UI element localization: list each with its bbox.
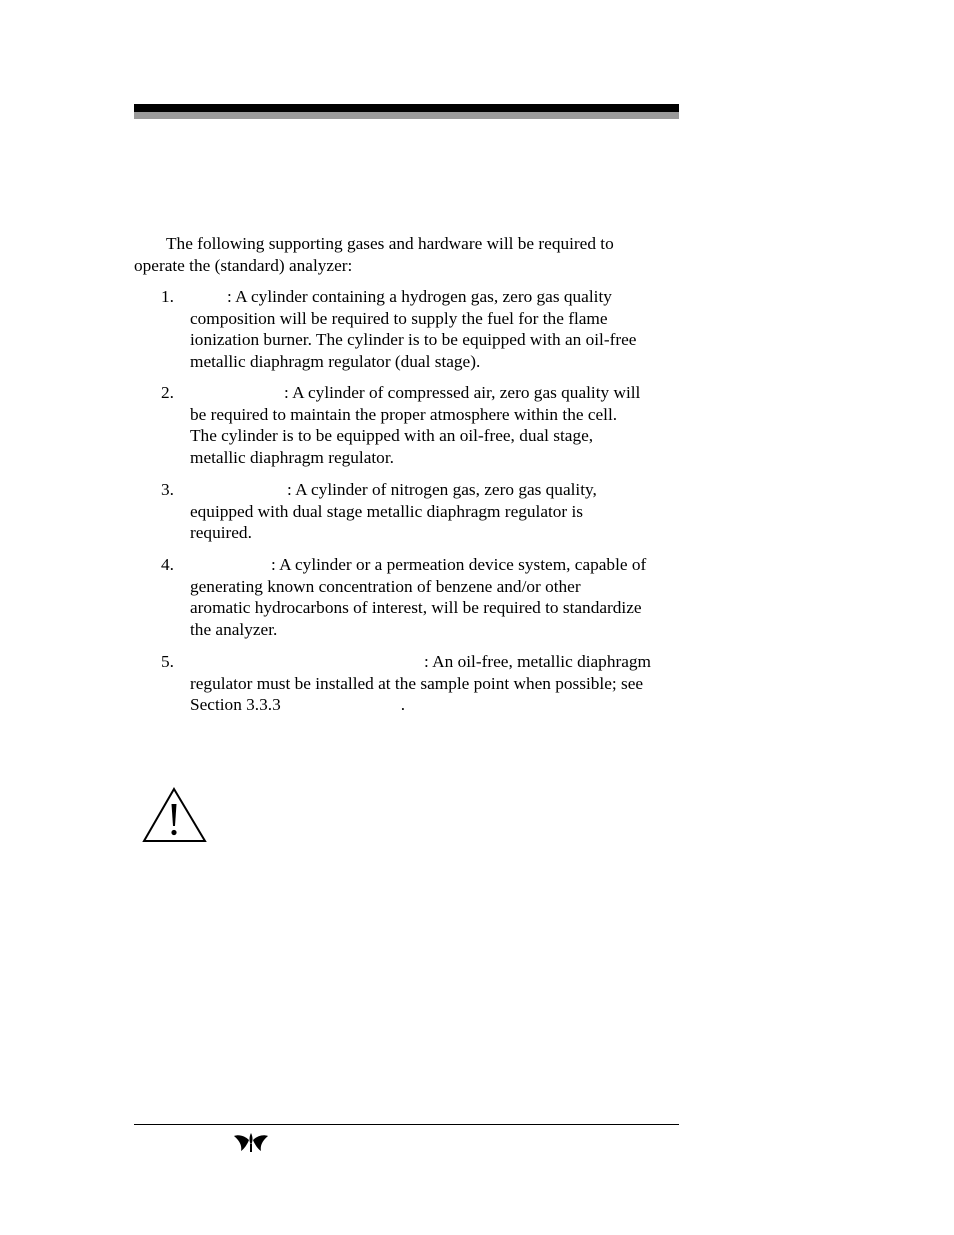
item-line: metallic diaphragm regulator. <box>190 447 394 467</box>
item-number: 4. <box>161 555 174 574</box>
item-number: 5. <box>161 652 174 671</box>
item-line: regulator must be installed at the sample point when possible; see <box>190 673 644 693</box>
item-number: 1. <box>161 287 174 306</box>
item-line: : A cylinder of nitrogen gas, zero gas quality, <box>287 480 597 499</box>
item-number: 3. <box>161 480 174 499</box>
item-line: : A cylinder containing a hydrogen gas, zero gas quality <box>227 287 612 306</box>
item-line: the analyzer. <box>190 619 278 639</box>
item-line: Section 3.3.3 <box>190 695 281 715</box>
teledyne-logo-icon <box>233 1131 269 1153</box>
item-line: . <box>400 695 406 715</box>
item-line: generating known concentration of benzene and/or other <box>190 576 581 596</box>
intro-paragraph <box>134 233 679 276</box>
header-rule-shadow <box>134 112 679 119</box>
item-line: : A cylinder or a permeation device system, capable of <box>271 555 647 574</box>
item-line: be required to maintain the proper atmosphere within the cell. <box>190 404 618 424</box>
item-line: metallic diaphragm regulator (dual stage). <box>190 351 481 371</box>
warning-triangle-icon <box>142 786 208 844</box>
item-line: required. <box>190 523 252 543</box>
item-line: The cylinder is to be equipped with an oil-free, dual stage, <box>190 426 594 446</box>
item-line: aromatic hydrocarbons of interest, will be required to standardize <box>190 598 642 618</box>
item-number: 2. <box>161 383 174 402</box>
header-rule <box>134 104 679 112</box>
item-line: : An oil-free, metallic diaphragm <box>424 652 651 671</box>
intro-line-1: The following supporting gases and hardware will be required to <box>166 234 614 253</box>
intro-line-2: operate the (standard) analyzer: <box>134 255 353 275</box>
item-line: ionization burner. The cylinder is to be equipped with an oil-free <box>190 330 637 350</box>
item-line: equipped with dual stage metallic diaphragm regulator is <box>190 501 584 521</box>
footer-rule <box>134 1124 679 1125</box>
item-line: : A cylinder of compressed air, zero gas quality will <box>284 383 641 402</box>
item-line: composition will be required to supply the fuel for the flame <box>190 308 608 328</box>
